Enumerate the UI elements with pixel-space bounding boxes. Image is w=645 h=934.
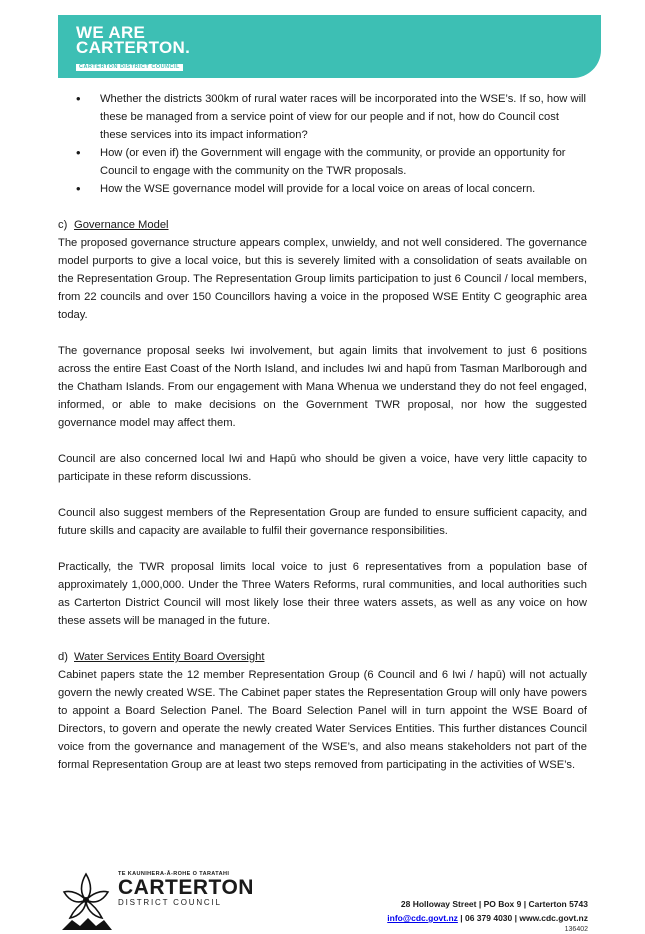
postal-address: 28 Holloway Street | PO Box 9 | Carterton 5743: [400, 899, 588, 909]
logo-subtitle: CARTERTON DISTRICT COUNCIL: [76, 64, 183, 71]
footer-logo: [58, 868, 258, 934]
paragraph: The governance proposal seeks Iwi involvement, but again limits that involvement to just 6 positions across the entire East Coast of the North Island, and includes Iwi and hapū from Tasman Marlborough and the Chatham Islands. From our engagement with Mana Whenua we understand they do not feel engaged, informed, or able to make decisions on the Government TWR proposal, nor how the suggested governance model may affect them.: [58, 345, 587, 429]
footer-brand: [118, 870, 254, 908]
paragraph: Council also suggest members of the Representation Group are funded to ensure sufficient capacity, and future skills and capacity are available to fulfil their governance responsibilities.: [58, 507, 587, 537]
contact-details: | 06 379 4030 | www.cdc.govt.nz: [457, 913, 588, 923]
bullet-item: • Whether the districts 300km of rural water races will be incorporated into the WSE’s. If so, how will these be managed from a service point of view for our people and if not, how do Council cost these services into its impact information?: [58, 90, 587, 144]
section-title: Governance Model: [74, 219, 169, 231]
bullet-list: [58, 90, 587, 198]
paragraph: Practically, the TWR proposal limits local voice to just 6 representatives from a population base of approximately 1,000,000. Under the Three Waters Reforms, rural communities, and local authorities such as Carterton District Council will most likely lose their three waters assets, as well as any voice on how these assets will be managed in the future.: [58, 561, 587, 627]
brand-council: DISTRICT COUNCIL: [118, 898, 222, 907]
bullet-item: • How the WSE governance model will provide for a local voice on areas of local concern.: [58, 180, 587, 198]
paragraph: Council are also concerned local Iwi and Hapū who should be given a voice, have very little capacity to participate in these reform discussions.: [58, 453, 587, 483]
section-c-heading: [58, 216, 587, 234]
section-d-heading: [58, 648, 587, 666]
section-title: Water Services Entity Board Oversight: [74, 651, 265, 663]
page-code: 136402: [564, 926, 588, 933]
header-banner: [58, 15, 601, 78]
footer-address: [387, 897, 588, 925]
logo-line-2: CARTERTON.: [76, 38, 191, 57]
brand-name: CARTERTON: [118, 876, 254, 899]
brand-maori-name: TE KAUNIHERA-Ā-ROHE O TARATAHI: [118, 871, 230, 877]
document-body: [58, 90, 587, 792]
paragraph: The proposed governance structure appears complex, unwieldy, and not well considered. The governance model purports to give a local voice, but this is severely limited with a consolidation of seats available on the Representation Group. The Representation Group limits participation to just 6 Council / local members, from 22 councils and over 150 Councillors having a voice in the proposed WSE Entity C geographic area today.: [58, 237, 587, 321]
contact-line: [387, 911, 588, 925]
header-logo: [76, 25, 190, 71]
section-letter: c): [58, 219, 68, 231]
section-letter: d): [58, 651, 68, 663]
logo-line-1: WE ARE: [76, 23, 146, 42]
flower-emblem-icon: [58, 868, 114, 934]
paragraph: Cabinet papers state the 12 member Representation Group (6 Council and 6 Iwi / hapū) will not actually govern the newly created WSE. The Cabinet paper states the Representation Group will only have powers to appoint a Board Selection Panel. The Board Selection Panel will in turn appoint the WSE Board of Directors, to govern and operate the newly created Water Services Entities. This further distances Council voice from the governance and management of the WSE’s, and also means stakeholders not part of the formal Representation Group are at least two steps removed from participating in the activities of WSE’s.: [58, 669, 587, 771]
email-link[interactable]: info@cdc.govt.nz: [387, 913, 458, 923]
bullet-item: • How (or even if) the Government will engage with the community, or provide an opportunity for Council to engage with the community on the TWR proposals.: [58, 144, 587, 180]
